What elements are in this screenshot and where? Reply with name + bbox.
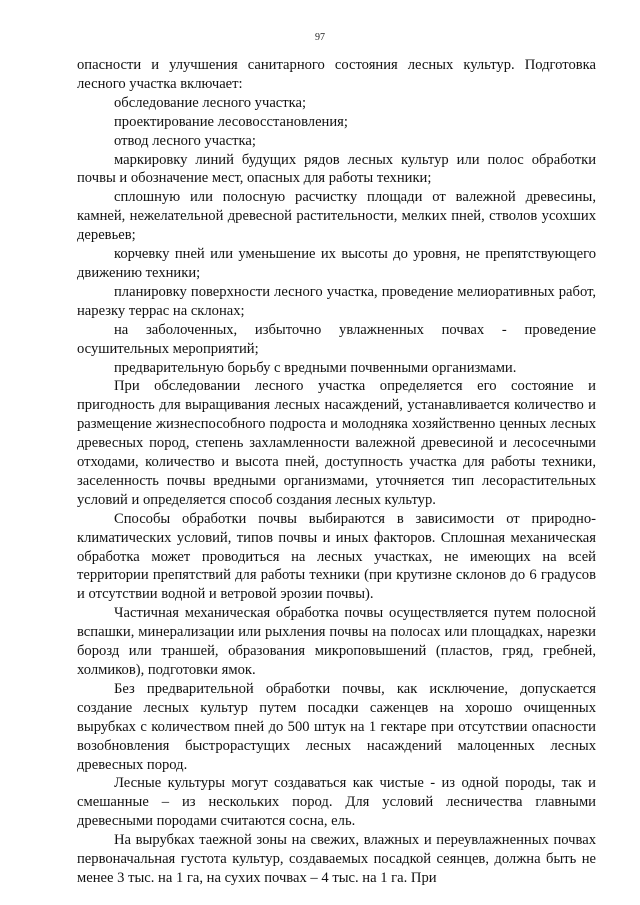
page-number: 97 (315, 32, 325, 43)
paragraph: На вырубках таежной зоны на свежих, влажных и переувлажненных почвах первоначальная густота культур, создаваемых посадкой сеянцев, должна быть не менее 3 тыс. на 1 га, на сухих почвах – 4 тыс. на 1 га. При (77, 832, 596, 886)
paragraph: планировку поверхности лесного участка, проведение мелиоративных работ, нарезку террас на склонах; (77, 283, 596, 319)
paragraph: Лесные культуры могут создаваться как чистые - из одной породы, так и смешанные – из нескольких пород. Для условий лесничества главными древесными породами считаются сосна, ель. (77, 775, 596, 830)
paragraph: При обследовании лесного участка определяется его состояние и пригодность для выращивания лесных насаждений, устанавливается количество и размещение жизнеспособного подроста и молодняка хозяйственно ценных лесных древесных пород, степень захламленности валежной древесиной и лесосечными отходами, количество и высота пней, доступность участка для работы техники, заселенность почвы вредными организмами, уточняется тип лесорастительных условий и определяется способ создания лесных культур. (77, 378, 596, 508)
paragraph: Способы обработки почвы выбираются в зависимости от природно-климатических условий, типов почвы и иных факторов. Сплошная механическая обработка может проводиться на лесных участках, не имеющих на всей территории препятствий для работы техники (при крутизне склонов до 6 градусов и отсутствии водной и ветровой эрозии почвы). (77, 510, 596, 603)
paragraph: обследование лесного участка; (114, 94, 307, 111)
paragraph: сплошную или полосную расчистку площади от валежной древесины, камней, нежелательной древесной растительности, мелких пней, стволов усохших деревьев; (77, 189, 596, 244)
paragraph: отвод лесного участка; (114, 132, 256, 149)
paragraph: корчевку пней или уменьшение их высоты до уровня, не препятствующего движению техники; (77, 246, 596, 281)
paragraph: на заболоченных, избыточно увлажненных почвах - проведение осушительных мероприятий; (77, 321, 596, 357)
text-body (77, 56, 596, 888)
paragraph: опасности и улучшения санитарного состояния лесных культур. Подготовка лесного участка включает: (77, 57, 596, 92)
paragraph: проектирование лесовосстановления; (114, 113, 348, 130)
paragraph: Без предварительной обработки почвы, как исключение, допускается создание лесных культур путем посадки саженцев на хорошо очищенных вырубках с количеством пней до 500 штук на 1 гектаре при отсутствии опасности возобновления быстрорастущих лесных насаждений малоценных лесных древесных пород. (77, 680, 596, 773)
paragraph: маркировку линий будущих рядов лесных культур или полос обработки почвы и обозначение мест, опасных для работы техники; (77, 151, 596, 187)
paragraph: предварительную борьбу с вредными почвенными организмами. (114, 359, 517, 376)
paragraph: Частичная механическая обработка почвы осуществляется путем полосной вспашки, минерализации или рыхления почвы на полосах или площадках, нарезки борозд или траншей, образования микроповышений (пластов, гряд, гребней, холмиков), подготовки ямок. (77, 605, 596, 678)
